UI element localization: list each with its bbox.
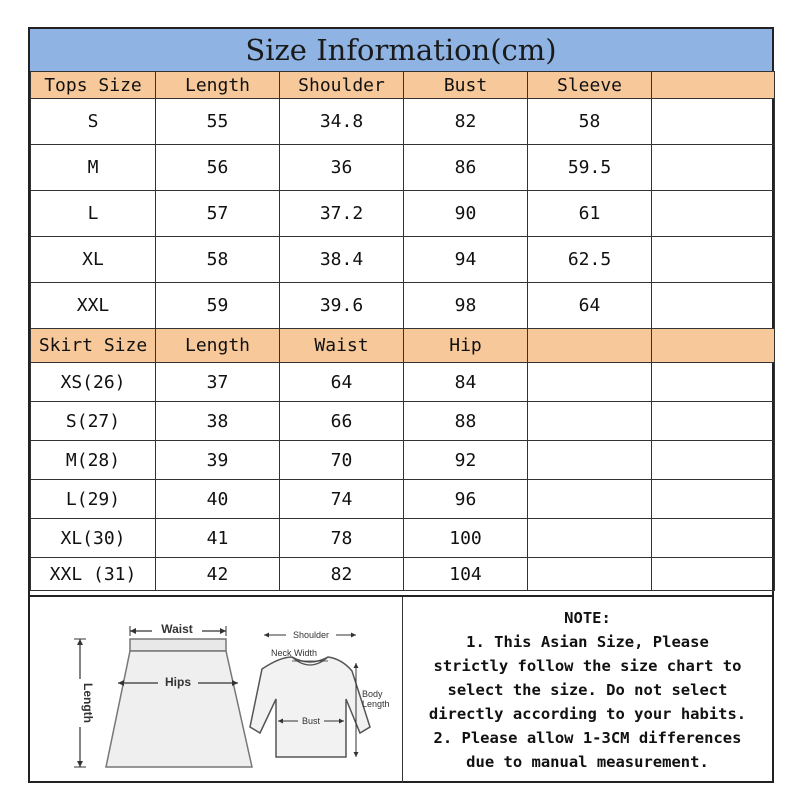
table-cell: 55 <box>156 99 280 145</box>
table-cell <box>652 480 775 519</box>
table-cell: 82 <box>404 99 528 145</box>
table-cell <box>528 363 652 402</box>
table-cell: 82 <box>280 558 404 591</box>
header-cell: Skirt Size <box>31 329 156 363</box>
note-line: select the size. Do not select <box>447 681 728 699</box>
measurement-diagram <box>30 597 403 783</box>
body-length-label-1: Body <box>362 689 383 699</box>
header-cell: Length <box>156 329 280 363</box>
table-cell: 98 <box>404 283 528 329</box>
table-cell: L(29) <box>31 480 156 519</box>
table-cell <box>652 441 775 480</box>
table-cell: M(28) <box>31 441 156 480</box>
header-cell: Sleeve <box>528 72 652 99</box>
table-cell: XL <box>31 237 156 283</box>
table-cell <box>652 237 775 283</box>
table-cell: 84 <box>404 363 528 402</box>
chart-title: Size Information(cm) <box>30 29 772 73</box>
table-cell: M <box>31 145 156 191</box>
table-cell: 62.5 <box>528 237 652 283</box>
table-cell: 92 <box>404 441 528 480</box>
bottom-section <box>30 595 772 783</box>
table-row <box>31 519 775 558</box>
table-cell: 36 <box>280 145 404 191</box>
table-cell: XS(26) <box>31 363 156 402</box>
table-row <box>31 441 775 480</box>
table-cell: 88 <box>404 402 528 441</box>
table-cell: 38 <box>156 402 280 441</box>
table-row <box>31 145 775 191</box>
table-cell: 86 <box>404 145 528 191</box>
table-cell <box>652 145 775 191</box>
table-cell <box>528 480 652 519</box>
hips-label: Hips <box>164 675 192 689</box>
length-label: Length <box>81 683 95 723</box>
table-cell <box>652 283 775 329</box>
table-cell: 74 <box>280 480 404 519</box>
waist-label: Waist <box>161 622 193 636</box>
table-row <box>31 402 775 441</box>
note-heading: NOTE: <box>564 609 611 627</box>
table-row <box>31 191 775 237</box>
shoulder-label: Shoulder <box>292 630 330 640</box>
table-cell: 100 <box>404 519 528 558</box>
note-line: 1. This Asian Size, Please <box>466 633 709 651</box>
table-cell: 90 <box>404 191 528 237</box>
table-cell: 94 <box>404 237 528 283</box>
table-cell: 66 <box>280 402 404 441</box>
table-cell: 37.2 <box>280 191 404 237</box>
top-diagram <box>250 628 390 757</box>
table-cell: 56 <box>156 145 280 191</box>
header-cell <box>528 329 652 363</box>
table-cell: 64 <box>280 363 404 402</box>
table-cell: 39 <box>156 441 280 480</box>
table-row <box>31 363 775 402</box>
table-cell <box>528 402 652 441</box>
skirt-size-table <box>30 328 775 591</box>
top-shape <box>250 657 370 757</box>
table-cell: XL(30) <box>31 519 156 558</box>
table-cell: 78 <box>280 519 404 558</box>
skirt-header-row <box>31 329 775 363</box>
body-length-label-2: Length <box>362 699 390 709</box>
table-row <box>31 480 775 519</box>
header-cell: Tops Size <box>31 72 156 99</box>
note-line: strictly follow the size chart to <box>433 657 742 675</box>
skirt-waistband <box>130 639 226 651</box>
table-row <box>31 99 775 145</box>
header-cell <box>652 329 775 363</box>
table-cell: 58 <box>528 99 652 145</box>
bust-label: Bust <box>301 716 321 726</box>
table-row <box>31 558 775 591</box>
table-cell <box>528 519 652 558</box>
size-chart <box>28 27 774 783</box>
note-line: due to manual measurement. <box>466 753 709 771</box>
table-row <box>31 283 775 329</box>
tops-header-row <box>31 72 775 99</box>
header-cell: Shoulder <box>280 72 404 99</box>
table-cell: 39.6 <box>280 283 404 329</box>
table-cell: 64 <box>528 283 652 329</box>
table-cell: 37 <box>156 363 280 402</box>
tops-size-table <box>30 71 775 329</box>
header-cell: Waist <box>280 329 404 363</box>
table-cell <box>528 558 652 591</box>
table-cell <box>652 558 775 591</box>
table-cell: S(27) <box>31 402 156 441</box>
table-cell <box>652 519 775 558</box>
table-cell: 40 <box>156 480 280 519</box>
note-line: 2. Please allow 1-3CM differences <box>433 729 742 747</box>
header-cell: Length <box>156 72 280 99</box>
table-cell: 61 <box>528 191 652 237</box>
table-cell: 104 <box>404 558 528 591</box>
table-cell: 96 <box>404 480 528 519</box>
table-cell: L <box>31 191 156 237</box>
table-cell: 58 <box>156 237 280 283</box>
table-cell: 38.4 <box>280 237 404 283</box>
table-cell: XXL (31) <box>31 558 156 591</box>
table-row <box>31 237 775 283</box>
table-cell <box>528 441 652 480</box>
table-cell <box>652 363 775 402</box>
header-cell: Bust <box>404 72 528 99</box>
note-panel <box>403 597 772 783</box>
header-cell <box>652 72 775 99</box>
measurement-illustration <box>30 597 402 783</box>
table-cell <box>652 191 775 237</box>
table-cell: 42 <box>156 558 280 591</box>
table-cell: 59.5 <box>528 145 652 191</box>
note-line: directly according to your habits. <box>428 705 747 723</box>
table-cell <box>652 99 775 145</box>
table-cell <box>652 402 775 441</box>
table-cell: XXL <box>31 283 156 329</box>
skirt-shape <box>106 651 252 767</box>
table-cell: 70 <box>280 441 404 480</box>
neck-width-label: Neck Width <box>270 648 318 658</box>
table-cell: 41 <box>156 519 280 558</box>
table-cell: 57 <box>156 191 280 237</box>
table-cell: 34.8 <box>280 99 404 145</box>
table-cell: 59 <box>156 283 280 329</box>
header-cell: Hip <box>404 329 528 363</box>
skirt-diagram <box>73 621 252 767</box>
table-cell: S <box>31 99 156 145</box>
